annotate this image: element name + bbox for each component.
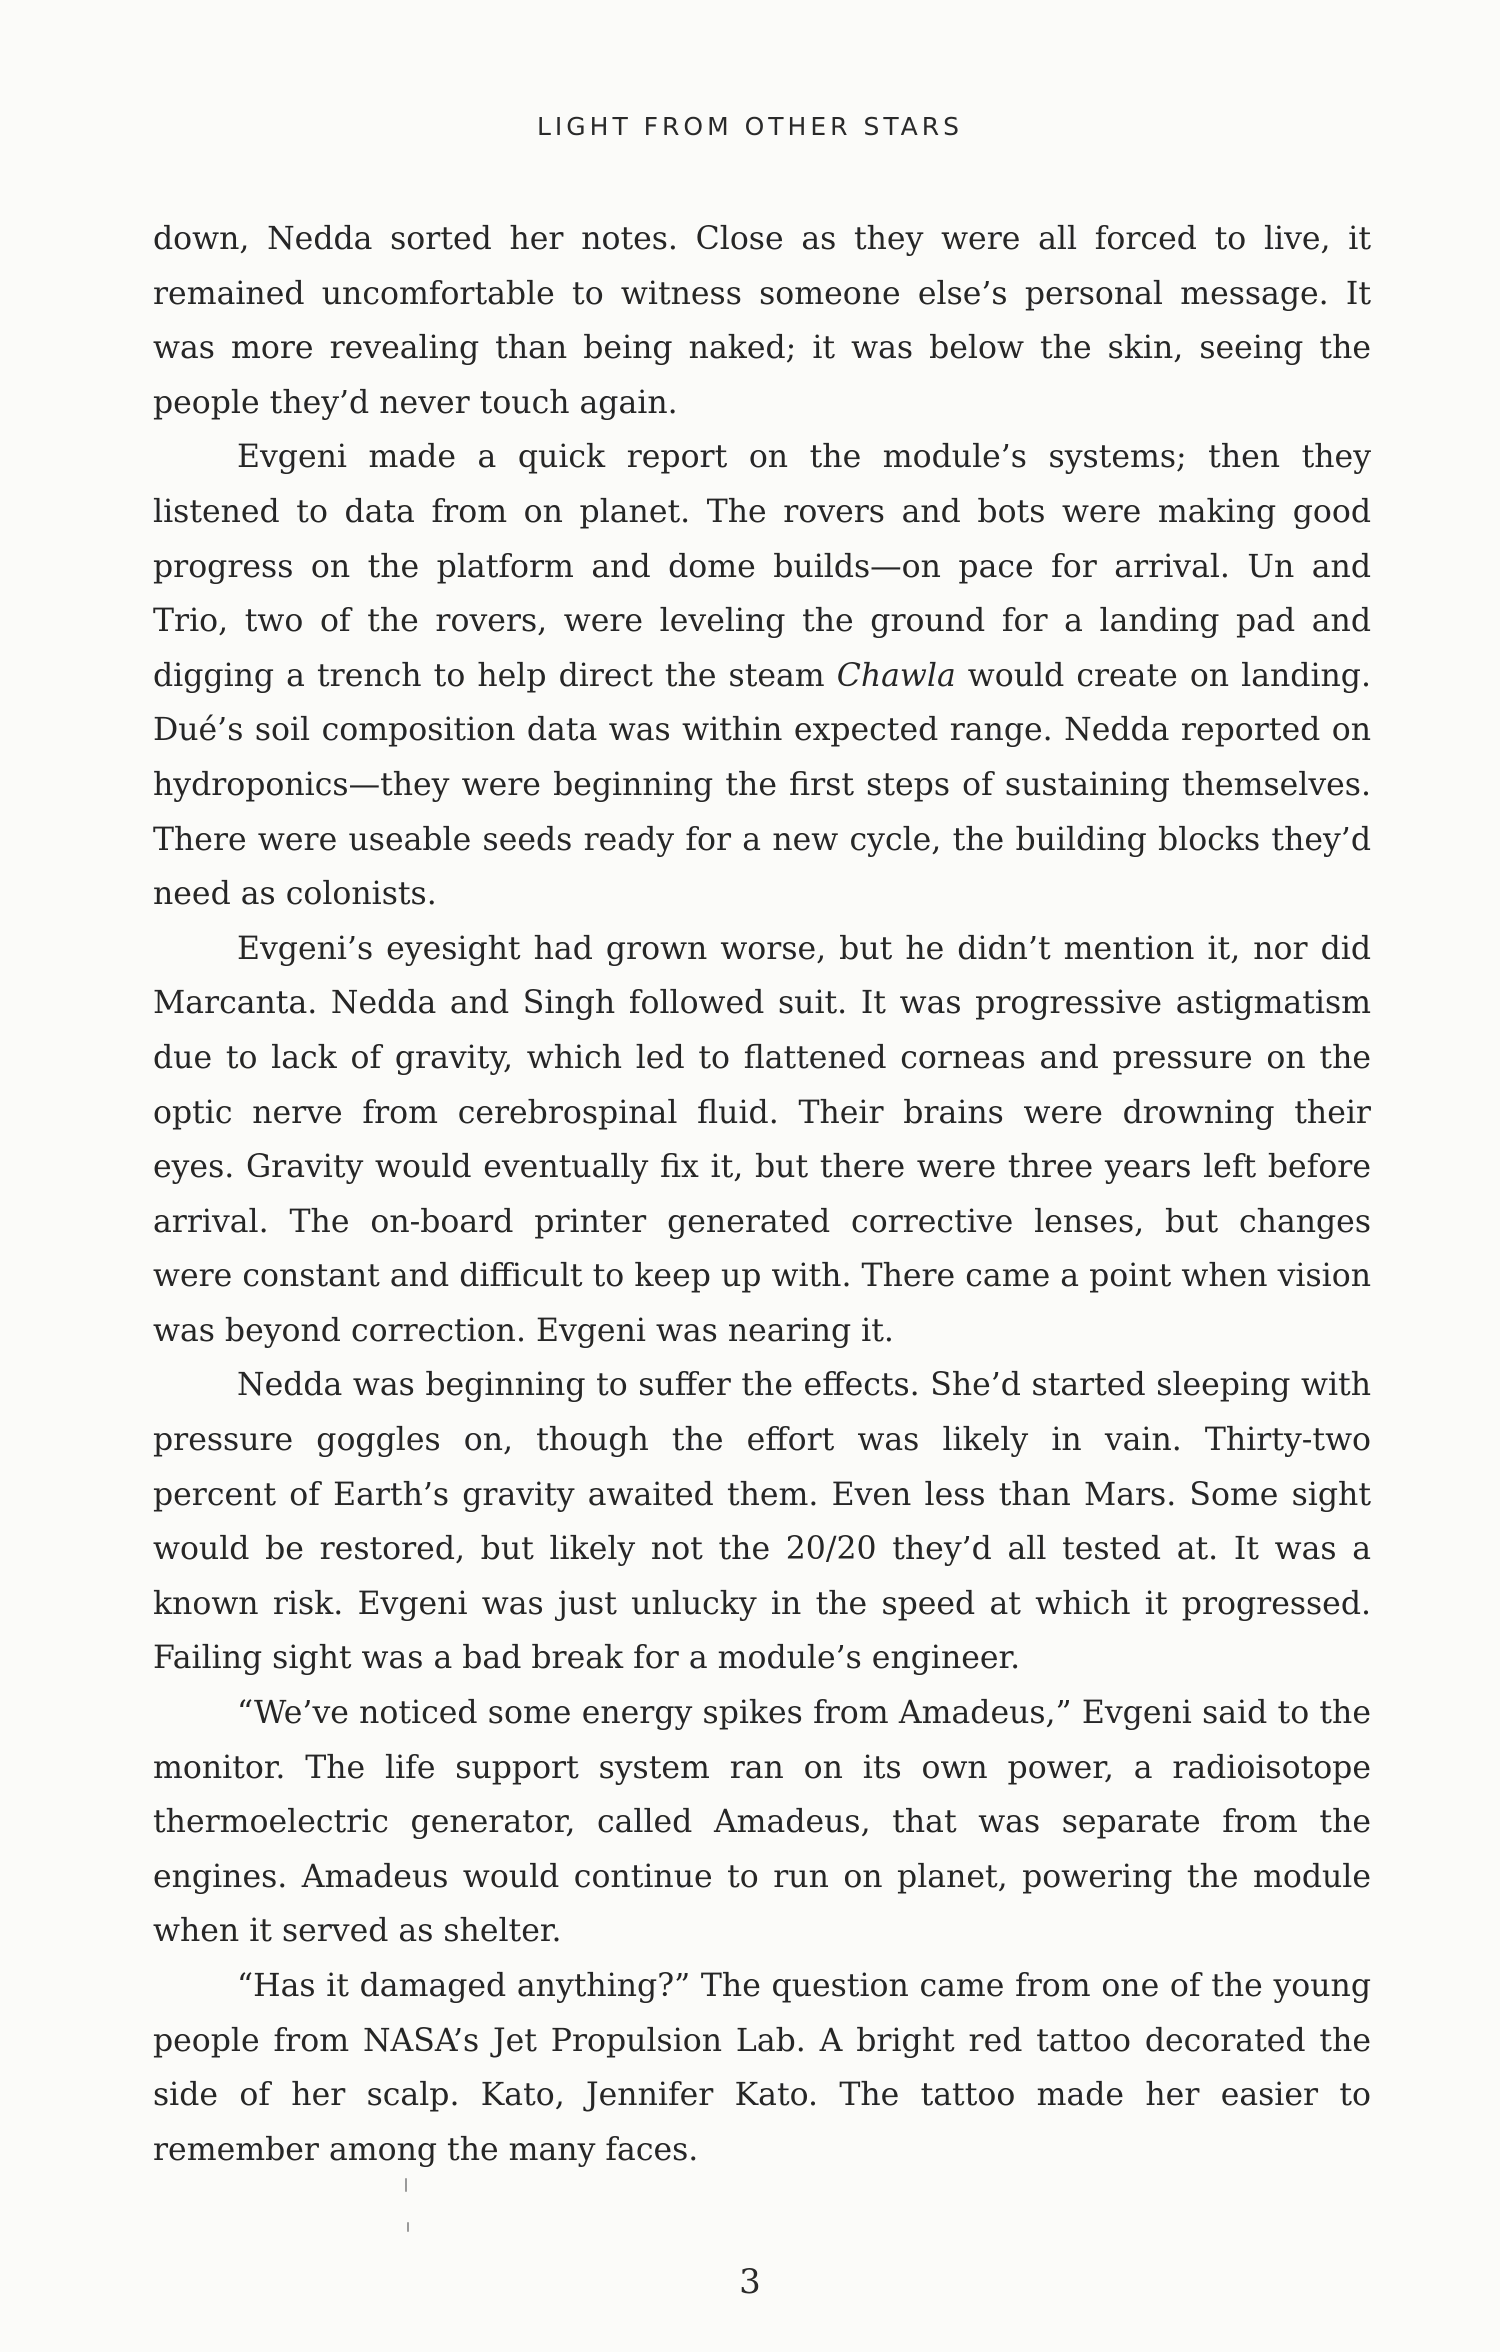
paragraph (153, 922, 1371, 1359)
paragraph (153, 212, 1371, 430)
italic-text: Chawla (836, 657, 956, 694)
paragraph (153, 1959, 1371, 2177)
text-segment: “We’ve noticed some energy spikes from Amadeus,” Evgeni said to the monitor. The life support system ran on its own power, a radioisotope thermoelectric generator, called Amadeus, that was separate from the engines. Amadeus would continue to run on planet, powering the module when it served as shelter. (153, 1695, 1371, 1950)
page-number: 3 (739, 2262, 761, 2302)
paragraph (153, 1686, 1371, 1959)
text-segment: Evgeni made a quick report on the module’s systems; then they listened to data from on planet. The rovers and bots were making good progress on the platform and dome builds—on pace for arrival. Un and Trio, two of the rovers, were leveling the ground for a landing pad and digging a trench to help direct the steam (153, 439, 1371, 694)
scan-speck (407, 2222, 409, 2232)
text-segment: Evgeni’s eyesight had grown worse, but he didn’t mention it, nor did Marcanta. Nedda and Singh followed suit. It was progressive astigmatism due to lack of gravity, which led to flattened corneas and pressure on the optic nerve from cerebrospinal fluid. Their brains were drowning their eyes. Gravity would eventually fix it, but there were three years left before arrival. The on-board printer generated corrective lenses, but changes were constant and difficult to keep up with. There came a point when vision was beyond correction. Evgeni was nearing it. (153, 930, 1371, 1349)
running-head: LIGHT FROM OTHER STARS (536, 112, 964, 141)
text-segment: would create on landing. Dué’s soil composition data was within expected range. Nedda reported on hydroponics—they were beginning the first steps of sustaining themselves. There were useable seeds ready for a new cycle, the building blocks they’d need as colonists. (153, 657, 1371, 913)
text-segment: down, Nedda sorted her notes. Close as they were all forced to live, it remained uncomfortable to witness someone else’s personal message. It was more revealing than being naked; it was below the skin, seeing the people they’d never touch again. (153, 221, 1371, 421)
paragraph (153, 430, 1371, 921)
paragraph (153, 1358, 1371, 1686)
text-segment: “Has it damaged anything?” The question came from one of the young people from NASA’s Jet Propulsion Lab. A bright red tattoo decorated the side of her scalp. Kato, Jennifer Kato. The tattoo made her easier to remember among the many faces. (153, 1968, 1371, 2168)
scan-speck (405, 2178, 407, 2192)
text-segment: Nedda was beginning to suffer the effects. She’d started sleeping with pressure goggles on, though the effort was likely in vain. Thirty-two percent of Earth’s gravity awaited them. Even less than Mars. Some sight would be restored, but likely not the 20/20 they’d all tested at. It was a known risk. Evgeni was just unlucky in the speed at which it progressed. Failing sight was a bad break for a module’s engineer. (153, 1367, 1371, 1677)
body-text (153, 212, 1371, 2177)
